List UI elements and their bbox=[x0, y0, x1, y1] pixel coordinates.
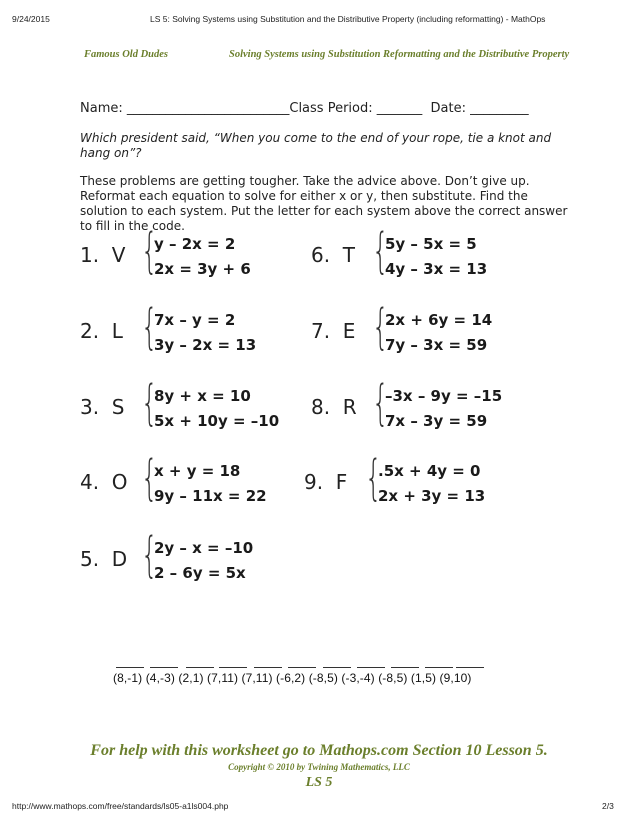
worksheet-header-left: Famous Old Dudes bbox=[84, 49, 169, 60]
footer-lesson: LS 5 bbox=[305, 775, 333, 790]
problem-label: 4. O bbox=[80, 470, 128, 494]
equation-1: –3x – 9y = –15 bbox=[385, 387, 503, 405]
answer-blank[interactable] bbox=[219, 666, 247, 668]
brace-icon: { bbox=[141, 299, 158, 355]
equation-2: 5x + 10y = –10 bbox=[154, 412, 280, 430]
answer-blank[interactable] bbox=[456, 666, 484, 668]
riddle-question: Which president said, “When you come to the end of your rope, tie a knot and hang on”? bbox=[80, 131, 552, 160]
equation-2: 7y – 3x = 59 bbox=[385, 336, 488, 354]
answer-blank[interactable] bbox=[116, 666, 144, 668]
answer-blank[interactable] bbox=[425, 666, 453, 668]
equation-2: 3y – 2x = 13 bbox=[154, 336, 257, 354]
answer-blank[interactable] bbox=[323, 666, 351, 668]
equation-2: 7x – 3y = 59 bbox=[385, 412, 488, 430]
equation-2: 2x = 3y + 6 bbox=[154, 260, 251, 278]
answer-blank[interactable] bbox=[357, 666, 385, 668]
equation-2: 2x + 3y = 13 bbox=[378, 487, 486, 505]
equation-2: 4y – 3x = 13 bbox=[385, 260, 488, 278]
answer-blank[interactable] bbox=[254, 666, 282, 668]
print-date: 9/24/2015 bbox=[12, 14, 50, 24]
equation-1: 7x – y = 2 bbox=[154, 311, 236, 329]
answer-blank[interactable] bbox=[391, 666, 419, 668]
print-url: http://www.mathops.com/free/standards/ls05-a1ls004.php bbox=[12, 801, 229, 811]
brace-icon: { bbox=[365, 450, 382, 506]
brace-icon: { bbox=[141, 527, 158, 583]
brace-icon: { bbox=[141, 375, 158, 431]
problem-label: 5. D bbox=[80, 547, 128, 571]
problem-label: 8. R bbox=[311, 395, 357, 419]
equation-1: 5y – 5x = 5 bbox=[385, 235, 477, 253]
equation-1: 2y – x = –10 bbox=[154, 539, 254, 557]
worksheet-header-right: Solving Systems using Substitution Reformatting and the Distributive Property bbox=[229, 49, 570, 60]
problem-label: 2. L bbox=[80, 319, 123, 343]
problem-label: 7. E bbox=[311, 319, 356, 343]
instructions: These problems are getting tougher. Take the advice above. Don’t give up. Reformat each equation to solve for either x or y, then substitute. Find the solution to each system. Put the letter for each system above the correct answer to fill in the code. bbox=[80, 174, 568, 233]
footer-help: For help with this worksheet go to Mathops.com Section 10 Lesson 5. bbox=[90, 742, 548, 759]
problem-label: 1. V bbox=[80, 243, 126, 267]
equation-1: 2x + 6y = 14 bbox=[385, 311, 493, 329]
answer-code: (8,-1) (4,-3) (2,1) (7,11) (7,11) (-6,2) (-8,5) (-3,-4) (-8,5) (1,5) (9,10) bbox=[113, 671, 472, 685]
print-page-number: 2/3 bbox=[602, 801, 614, 811]
equation-2: 9y – 11x = 22 bbox=[154, 487, 267, 505]
problem-label: 3. S bbox=[80, 395, 125, 419]
equation-1: x + y = 18 bbox=[154, 462, 241, 480]
footer-copyright: Copyright © 2010 by Twining Mathematics, LLC bbox=[228, 762, 410, 772]
answer-blank[interactable] bbox=[288, 666, 316, 668]
equation-1: y – 2x = 2 bbox=[154, 235, 236, 253]
equation-2: 2 – 6y = 5x bbox=[154, 564, 246, 582]
problem-label: 9. F bbox=[304, 470, 348, 494]
brace-icon: { bbox=[141, 223, 158, 279]
brace-icon: { bbox=[372, 299, 389, 355]
brace-icon: { bbox=[141, 450, 158, 506]
equation-1: 8y + x = 10 bbox=[154, 387, 251, 405]
print-title: LS 5: Solving Systems using Substitution and the Distributive Property (including reformatting) - MathOps bbox=[150, 14, 546, 24]
answer-blank[interactable] bbox=[150, 666, 178, 668]
problem-label: 6. T bbox=[311, 243, 356, 267]
name-class-date-line: Name: _________________________Class Period: _______ Date: _________ bbox=[80, 101, 529, 116]
brace-icon: { bbox=[372, 223, 389, 279]
brace-icon: { bbox=[372, 375, 389, 431]
answer-blank[interactable] bbox=[186, 666, 214, 668]
equation-1: .5x + 4y = 0 bbox=[378, 462, 481, 480]
